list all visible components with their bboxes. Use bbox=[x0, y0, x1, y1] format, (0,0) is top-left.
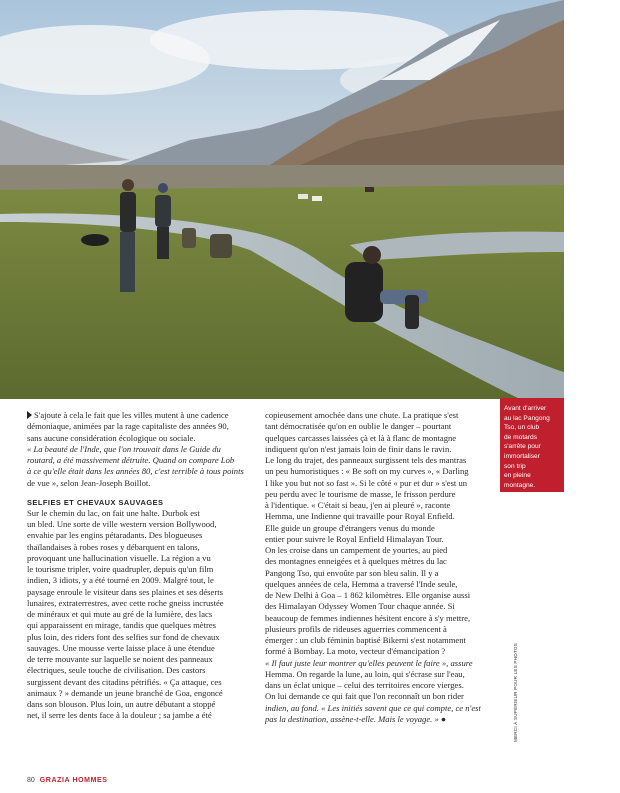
text-line: émerger : un club féminin baptisé Bikerni s'est notamment bbox=[265, 635, 466, 645]
text-line: à l'identique. « C'était si beau, j'en ai pleuré », raconte bbox=[265, 500, 451, 510]
quote-line: « La beauté de l'Inde, que l'on trouvait dans le Guide du bbox=[27, 443, 221, 454]
text-line: Sur le chemin du lac, on fait une halte. Durbok est bbox=[27, 507, 200, 518]
caption-line: de motards bbox=[504, 433, 537, 441]
text-line: I like you but not so fast ». Si le côté « pur et dur » s'est un bbox=[265, 477, 468, 488]
text-line: Elle guide un groupe d'étrangers venus du monde bbox=[265, 522, 435, 533]
text-line: envahie par les engins pétaradants. Des blogueuses bbox=[27, 530, 203, 541]
text-line: beaucoup de femmes indiennes hésitent encore à s'y mettre, bbox=[265, 612, 471, 623]
text-line: On les croise dans un campement de yourtes, au pied bbox=[265, 545, 448, 555]
text-line: « Il faut juste leur montrer qu'elles peuvent le faire », assure bbox=[265, 657, 473, 668]
quote-line: routard, a été massivement détruite. Quand on compare Lob bbox=[27, 455, 235, 465]
caption-line: montagne. bbox=[504, 481, 536, 489]
magazine-brand: GRAZIA HOMMES bbox=[39, 777, 108, 784]
text-line: sauvages. Une mousse verte laisse place à une étendue bbox=[27, 642, 215, 653]
hero-photo bbox=[0, 0, 564, 399]
text-line: Hemma. On regarde la lune, au loin, qui s'écrase sur l'eau, bbox=[265, 668, 465, 679]
text-line: S'ajoute à cela le fait que les villes mutent à une cadence bbox=[27, 410, 260, 421]
landscape-illustration bbox=[0, 0, 564, 399]
text-line: dans un éclat unique – celui des territoires encore vierges. bbox=[265, 680, 464, 690]
text-line: des montagnes enneigées et à quelques mètres du lac bbox=[265, 556, 447, 567]
caption-line: en pleine bbox=[504, 472, 531, 480]
text-line: On lui demande ce qui fait que l'on reconnaît un bon rider bbox=[265, 691, 464, 702]
text-line: quelques carcasses laissées çà et là à flanc de montagne bbox=[265, 432, 457, 443]
photo-credit: MERCI À SUPÉRIEUR POUR LES PHOTOS bbox=[513, 643, 518, 742]
text-line: indien, 3 idiots, y a été tourné en 2009. Malgré tout, le bbox=[27, 575, 214, 586]
section-heading: SELFIES ET CHEVAUX SAUVAGES bbox=[27, 497, 164, 507]
text-line: électriques, seule touche de civilisation. Des castors bbox=[27, 665, 206, 676]
text-line: net, il serre les dents face à la douleur ; sa jambe a été bbox=[27, 710, 212, 721]
text-line: animaux ? » demande un jeune branché de Goa, engoncé bbox=[27, 687, 223, 698]
text-line: plusieurs profils de rideuses aguerries commencent à bbox=[265, 623, 447, 634]
text-line: peu perdu avec le tourisme de masse, le frisson perdure bbox=[265, 488, 456, 499]
text-line: Pangong Tso, qui envoûte par son bleu salin. Il y a bbox=[265, 567, 439, 578]
text-line: lunaires, extraterrestres, avec cette roche gneiss incrustée bbox=[27, 597, 224, 608]
text-line: formé à Bombay. La moto, vecteur d'émancipation ? bbox=[265, 646, 446, 657]
text-line: de terre mouvante sur laquelle se noient des panneaux bbox=[27, 654, 213, 664]
caption-line: Avant d'arriver bbox=[504, 405, 547, 412]
quote-line: à ce qu'elle était dans les années 80, c'est terrible à tous points bbox=[27, 466, 244, 477]
caption-line: Tso, un club bbox=[504, 424, 540, 432]
text-line: de New Delhi à Goa – 1 862 kilomètres. Elle organise aussi bbox=[265, 590, 471, 600]
text-line: de minéraux et qui mute au gré de la lumière, des lacs bbox=[27, 609, 213, 619]
article-column-2 bbox=[265, 410, 490, 725]
text-line: Le long du trajet, des panneaux surgissent tels des mantras bbox=[265, 455, 467, 465]
text-line: thaïlandaises à robes roses y débarquent en talons, bbox=[27, 541, 200, 552]
text-line: Hemma, une Indienne qui travaille pour Royal Enfield. bbox=[265, 511, 455, 522]
article-column-1 bbox=[27, 410, 260, 722]
text-line: des Himalayan Odyssey Women Tour chaque année. Si bbox=[265, 601, 455, 612]
text-line: le tourisme tripler, voire quadrupler, depuis qu'un film bbox=[27, 564, 214, 574]
caption-line: au lac Pangong bbox=[504, 414, 550, 422]
text-line: sans aucune considération écologique ou sociale. bbox=[27, 432, 196, 443]
text-line: tant démocratisée qu'on en oublie le danger – pourtant bbox=[265, 421, 452, 432]
text-line: indiquent qu'on n'est jamais loin de finir dans le ravin. bbox=[265, 443, 452, 454]
section-marker-icon bbox=[27, 411, 32, 419]
page-number: 80 bbox=[27, 777, 35, 784]
text-line: indien, au fond. « Les initiés savent que ce qui compte, ce n'est bbox=[265, 702, 481, 713]
text-line: plus loin, des riders font des selfies sur fond de chevaux bbox=[27, 631, 220, 642]
caption-line: immortaliser bbox=[504, 452, 540, 460]
text-line: copieusement amochée dans une chute. La pratique s'est bbox=[265, 410, 459, 420]
text-line: un bled. Une sorte de ville western version Bollywood, bbox=[27, 519, 217, 529]
text-line: pas la destination, assène-t-elle. Mais le voyage. » ● bbox=[265, 713, 447, 724]
caption-line: s'arrête pour bbox=[504, 443, 541, 451]
caption-line: son trip bbox=[504, 462, 526, 470]
text-line: provoquant une hallucination visuelle. La région a vu bbox=[27, 552, 211, 563]
page-footer bbox=[27, 777, 108, 784]
photo-caption bbox=[500, 398, 564, 492]
text-line: dans son blouson. Plus loin, un autre débutant a stoppé bbox=[27, 699, 216, 709]
text-line: surgissent devant des citadins pétrifiés. « Ça attaque, ces bbox=[27, 676, 222, 687]
text-line: entier pour suivre le Royal Enfield Himalayan Tour. bbox=[265, 533, 444, 544]
text-line: un peu humoristiques : « Be soft on my curves », « Darling bbox=[265, 466, 469, 477]
text-line: qui apparaissent en mirage, tandis que quelques mètres bbox=[27, 620, 217, 631]
text-line: paysage enroule le visiteur dans ses plaines et ses déserts bbox=[27, 586, 223, 597]
text-line: quelques années de cela, Hemma a traversé l'Inde seule, bbox=[265, 578, 458, 589]
quote-line: de vue », selon Jean-Joseph Boillot. bbox=[27, 477, 151, 488]
text-line: démoniaque, animées par la rage capitaliste des années 90, bbox=[27, 421, 229, 432]
